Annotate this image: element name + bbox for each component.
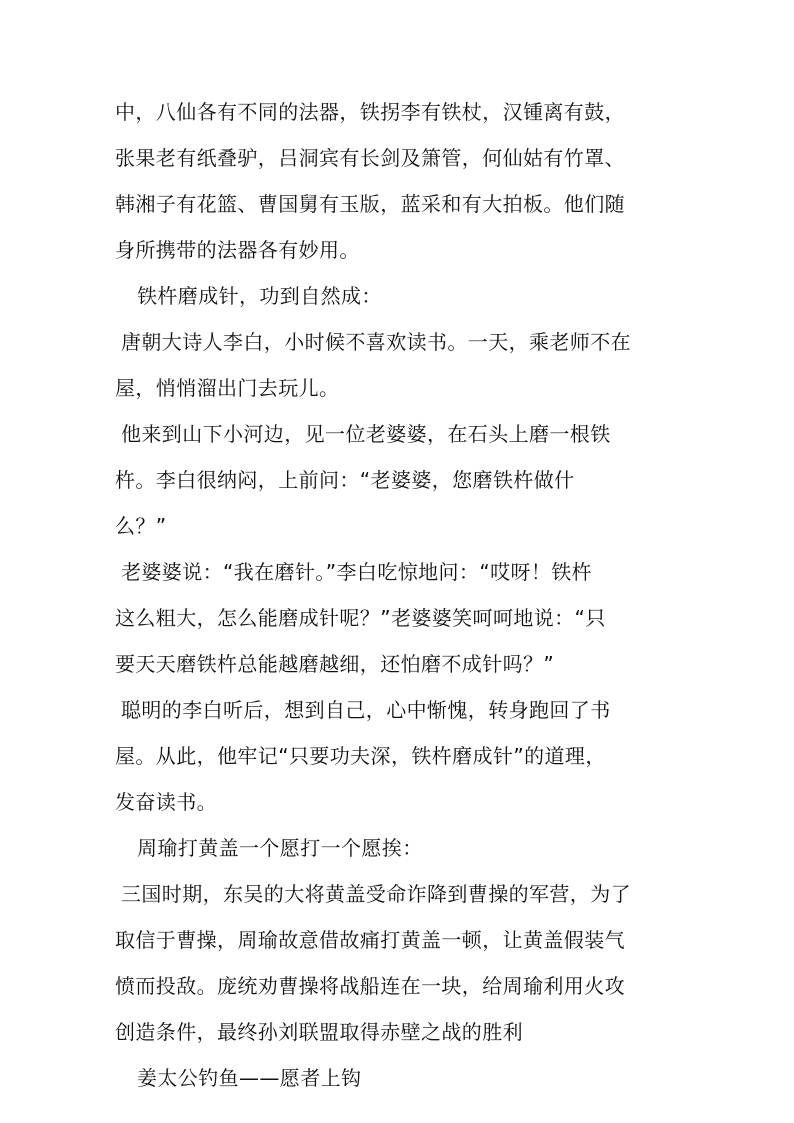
text-line: 老婆婆说：“我在磨针。”李白吃惊地问：“哎呀！铁杵 bbox=[121, 560, 593, 584]
text-line: 这么粗大，怎么能磨成针呢？”老婆婆笑呵呵地说：“只 bbox=[115, 606, 606, 630]
text-line: 张果老有纸叠驴，吕洞宾有长剑及箫管，何仙姑有竹罩、 bbox=[115, 146, 625, 170]
text-line: 愤而投敌。庞统劝曹操将战船连在一块，给周瑜利用火攻 bbox=[115, 974, 625, 998]
text-line: 创造条件，最终孙刘联盟取得赤壁之战的胜利 bbox=[115, 1020, 523, 1044]
text-line: 取信于曹操，周瑜故意借故痛打黄盖一顿，让黄盖假装气 bbox=[115, 928, 625, 952]
text-line: 杵。李白很纳闷，上前问：“老婆婆，您磨铁杵做什 bbox=[115, 468, 575, 492]
text-line: 屋。从此，他牢记“只要功夫深，铁杵磨成针”的道理， bbox=[115, 744, 606, 768]
text-line: 聪明的李白听后，想到自己，心中惭愧，转身跑回了书 bbox=[121, 698, 611, 722]
text-line: 韩湘子有花篮、曹国舅有玉版，蓝采和有大拍板。他们随 bbox=[115, 192, 625, 216]
text-line: 么？” bbox=[115, 514, 167, 538]
text-line: 他来到山下小河边，见一位老婆婆，在石头上磨一根铁 bbox=[121, 422, 611, 446]
text-line: 中，八仙各有不同的法器，铁拐李有铁杖，汉锺离有鼓， bbox=[115, 100, 625, 124]
text-line: 要天天磨铁杵总能越磨越细，还怕磨不成针吗？” bbox=[115, 652, 555, 676]
text-line: 发奋读书。 bbox=[115, 790, 217, 814]
section-heading: 姜太公钓鱼——愿者上钩 bbox=[137, 1066, 362, 1090]
section-heading: 周瑜打黄盖一个愿打一个愿挨： bbox=[137, 836, 423, 860]
text-line: 身所携带的法器各有妙用。 bbox=[115, 238, 360, 262]
document-body bbox=[115, 89, 690, 1101]
text-line: 屋，悄悄溜出门去玩儿。 bbox=[115, 376, 340, 400]
section-heading: 铁杵磨成针，功到自然成： bbox=[137, 284, 382, 308]
text-line: 三国时期，东吴的大将黄盖受命诈降到曹操的军营，为了 bbox=[121, 882, 631, 906]
text-line: 唐朝大诗人李白，小时候不喜欢读书。一天，乘老师不在 bbox=[121, 330, 631, 354]
